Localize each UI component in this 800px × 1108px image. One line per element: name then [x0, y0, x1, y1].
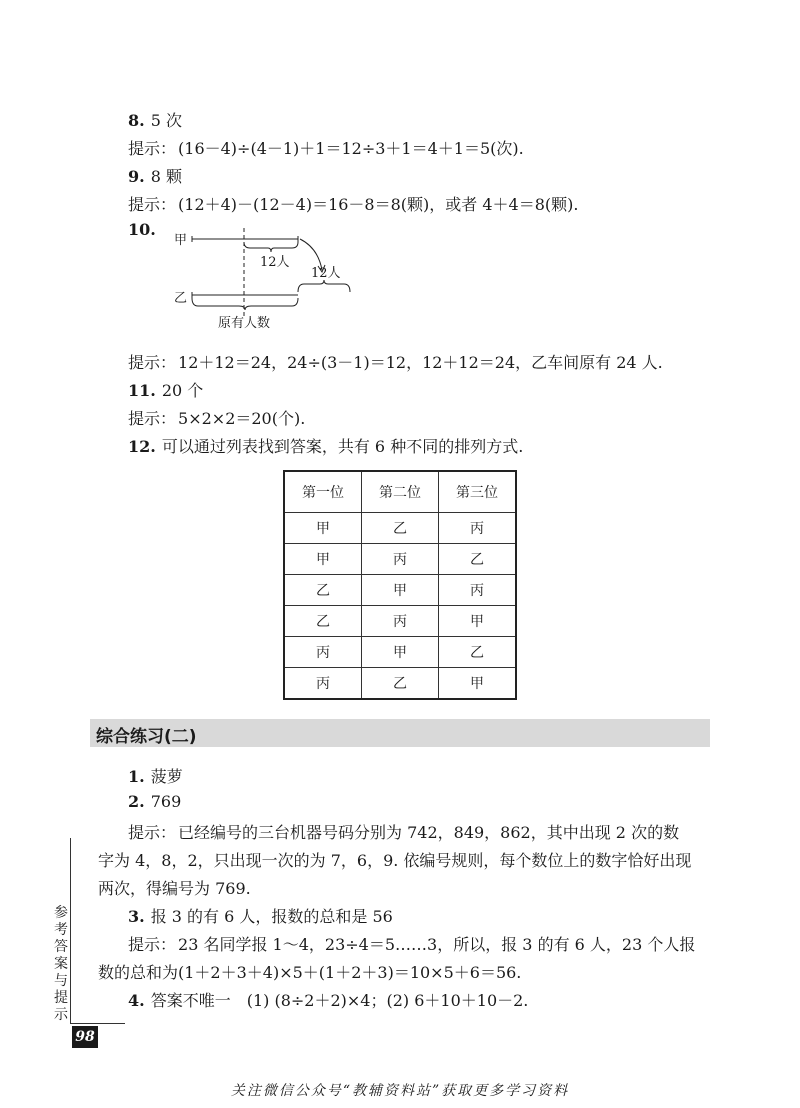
hint-2: 提示： 已经编号的三台机器号码分别为 742，849，862，其中出现 2 次的数 [128, 823, 680, 842]
answer-4: 4. 答案不唯一 (1) (8÷2＋2)×4；(2) 6＋10＋10－2. [128, 991, 529, 1010]
bottom-rule [70, 1023, 125, 1024]
table-cell: 乙 [284, 606, 362, 637]
table-cell: 丙 [439, 513, 517, 544]
sidebar-rule [70, 838, 71, 1023]
hint-8: 提示： (16－4)÷(4－1)＋1＝12÷3＋1＝4＋1＝5(次). [128, 139, 524, 158]
table-cell: 乙 [439, 544, 517, 575]
table-cell: 丙 [362, 606, 439, 637]
table-cell: 丙 [284, 637, 362, 668]
answer-10: 10. [128, 220, 156, 239]
brace-12-b [298, 280, 350, 292]
table-cell: 甲 [439, 606, 517, 637]
brace-12-a [244, 242, 298, 252]
label-original: 原有人数 [218, 316, 271, 331]
label-jia: 甲 [174, 233, 188, 248]
answer-2: 2. 769 [128, 792, 182, 811]
table-cell: 乙 [439, 637, 517, 668]
hint-3: 提示： 23 名同学报 1～4，23÷4＝5……3，所以，报 3 的有 6 人，23 个人报 [128, 935, 696, 954]
table-cell: 丙 [284, 668, 362, 700]
arrangement-table [283, 470, 517, 700]
hint-11: 提示： 5×2×2＝20(个). [128, 409, 306, 428]
hint-2-cont-1: 字为 4，8，2，只出现一次的为 7，6，9. 依编号规则，每个数位上的数字恰好出现 [98, 851, 692, 870]
table-header-row [284, 471, 516, 513]
table-cell: 乙 [362, 668, 439, 700]
table-row [284, 637, 516, 668]
table-cell: 丙 [439, 575, 517, 606]
table-row [284, 544, 516, 575]
table-cell: 乙 [362, 513, 439, 544]
answer-8: 8. 5 次 [128, 111, 182, 130]
answer-3: 3. 报 3 的有 6 人，报数的总和是 56 [128, 907, 393, 926]
hint-2-cont-2: 两次，得编号为 769. [98, 879, 251, 898]
label-12-a: 12人 [260, 255, 290, 270]
table-cell: 甲 [284, 513, 362, 544]
section-title: 综合练习(二) [96, 727, 197, 747]
table-cell: 甲 [439, 668, 517, 700]
table-cell: 甲 [284, 544, 362, 575]
page-number: 98 [72, 1026, 98, 1048]
table-cell: 甲 [362, 575, 439, 606]
answer-1: 1. 菠萝 [128, 767, 183, 786]
footer-note: 关注微信公众号“教辅资料站”获取更多学习资料 [230, 1083, 570, 1099]
header-cell: 第三位 [439, 471, 517, 513]
table-row [284, 575, 516, 606]
table-row [284, 606, 516, 637]
answer-11: 11. 20 个 [128, 381, 204, 400]
table-row [284, 513, 516, 544]
table-cell: 丙 [362, 544, 439, 575]
answer-12: 12. 可以通过列表找到答案，共有 6 种不同的排列方式. [128, 437, 524, 456]
line-segment-diagram [168, 226, 368, 336]
sidebar-label: 参考答案与提示 [54, 905, 68, 1023]
table-cell: 甲 [362, 637, 439, 668]
hint-9: 提示： (12＋4)－(12－4)＝16－8＝8(颗)，或者 4＋4＝8(颗). [128, 195, 579, 214]
table-row [284, 668, 516, 700]
label-12-b: 12人 [311, 266, 341, 281]
hint-10: 提示： 12＋12＝24，24÷(3－1)＝12，12＋12＝24，乙车间原有 24 人. [128, 353, 663, 372]
table-cell: 乙 [284, 575, 362, 606]
header-cell: 第二位 [362, 471, 439, 513]
section-header [90, 719, 710, 747]
hint-3-cont: 数的总和为(1＋2＋3＋4)×5＋(1＋2＋3)＝10×5＋6＝56. [98, 963, 522, 982]
answer-9: 9. 8 颗 [128, 167, 182, 186]
brace-original [192, 298, 298, 310]
label-yi: 乙 [174, 291, 188, 306]
header-cell: 第一位 [284, 471, 362, 513]
